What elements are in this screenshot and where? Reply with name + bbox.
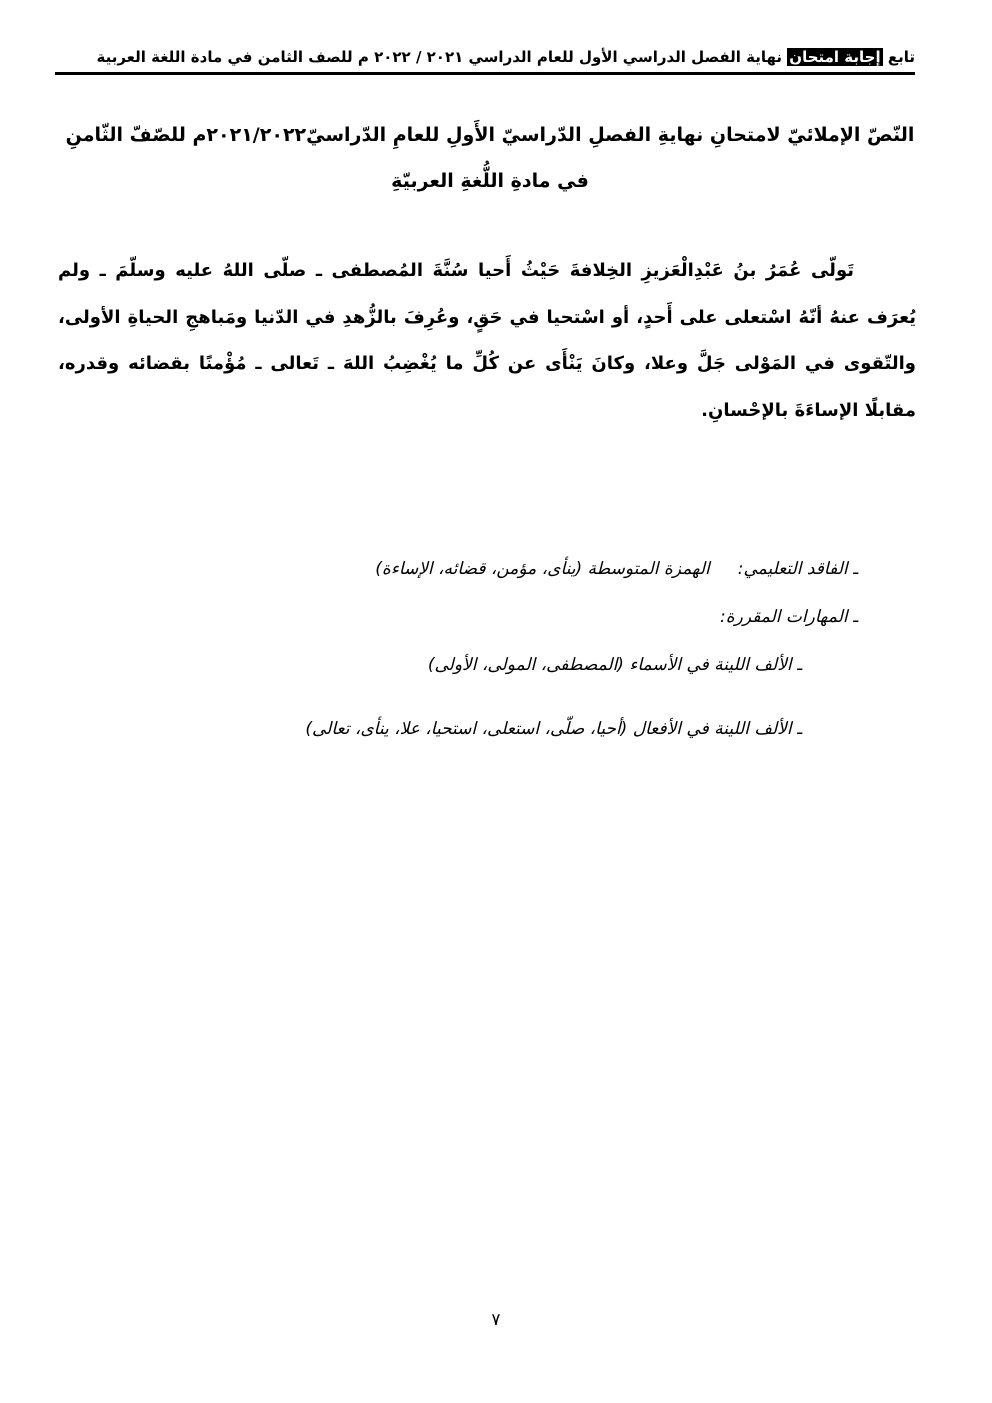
page-number: ٧: [491, 1310, 501, 1330]
educational-loss-note: [375, 556, 858, 582]
skill-nouns: ـ الألف اللينة في الأسماء (المصطفى، المولى، الأولى): [427, 655, 802, 675]
educational-loss-label: ـ الفاقد التعليمي:: [737, 559, 858, 579]
skills-label: ـ المهارات المقررة:: [719, 607, 858, 627]
title-line-2: في مادةِ اللُّغةِ العربيّةِ: [391, 170, 589, 192]
educational-loss-value: الهمزة المتوسطة (ينأى، مؤمن، قضائه، الإساءة): [375, 559, 710, 579]
passage-text: تَولّى عُمَرُ بنُ عَبْدِالْعَزيزِ الخِلافةَ حَيْثُ أَحيا سُنَّةَ المُصطفى ـ صلّى اللهُ عليه وسلّمَ ـ ولم يُعرَف عنهُ أنّهُ اسْتعلى على أَحدٍ، أو اسْتحيا في حَقٍ، وعُرِفَ بالزُّهدِ في الدّنيا ومَباهجِ الحياةِ الأولى، والتّقوى في المَوْلى جَلَّ وعلا، وكانَ يَنْأَى عن كُلِّ ما يُغْضِبُ اللهَ ـ تَعالى ـ مُؤْمنًا بقضائه وقدره، مقابلًا الإساءَةَ بالإحْسانِ.: [58, 260, 916, 421]
skill-verbs: ـ الألف اللينة في الأفعال (أحيا، صلّى، استعلى، استحيا، علا، ينأى، تعالى): [305, 719, 802, 739]
dictation-passage: [58, 248, 916, 434]
document-title: [60, 112, 920, 204]
page-header: [55, 44, 915, 75]
header-highlight: إجابة امتحان: [789, 48, 881, 66]
header-prefix: تابع: [887, 48, 915, 66]
header-text: نهاية الفصل الدراسي الأول للعام الدراسي ٢٠٢١ / ٢٠٢٢ م للصف الثامن في مادة اللغة العربية: [96, 48, 783, 66]
title-line-1: النّصّ الإملائيّ لامتحانِ نهايةِ الفصلِ الدّراسيّ الأَولِ للعامِ الدّراسيّ٢٠٢١/٢٠٢٢م للصّفّ الثّامنِ: [65, 124, 915, 146]
